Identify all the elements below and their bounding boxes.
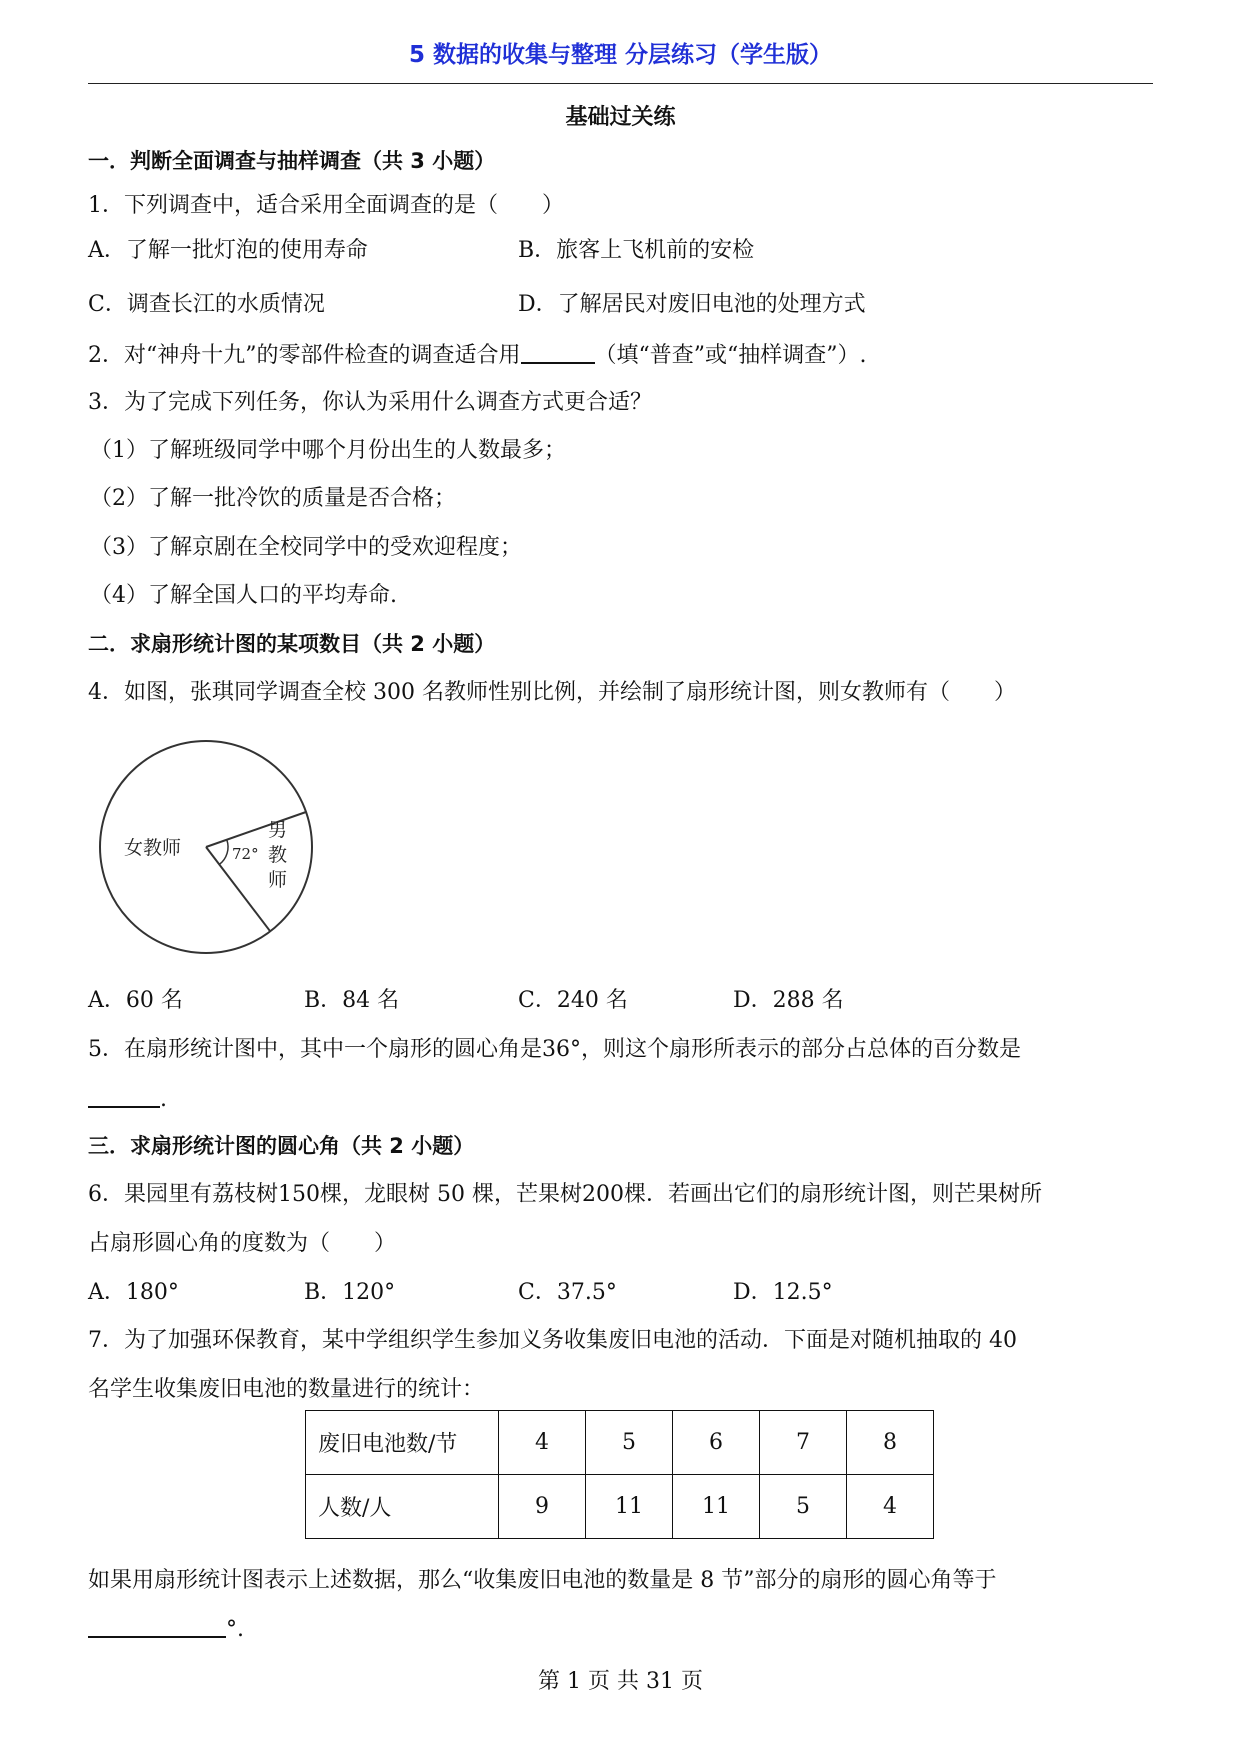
pie-chart bbox=[98, 735, 328, 960]
q6-option-c: C．37.5° bbox=[518, 1280, 617, 1305]
q5-answer-line bbox=[88, 1084, 167, 1115]
q6-line-2: 占扇形圆心角的度数为（ ） bbox=[88, 1231, 397, 1256]
pie-label-male-2: 教 bbox=[268, 844, 288, 866]
q6-option-b: B．120° bbox=[304, 1280, 396, 1305]
q2-line bbox=[88, 340, 866, 371]
q3-stem: 3．为了完成下列任务，你认为采用什么调查方式更合适？ bbox=[88, 390, 652, 415]
q4-option-d: D．288 名 bbox=[733, 988, 844, 1013]
q3-item-1: （1）了解班级同学中哪个月份出生的人数最多； bbox=[90, 438, 566, 463]
pie-radius-upper bbox=[206, 812, 306, 847]
q4-option-a: A．60 名 bbox=[88, 988, 183, 1013]
pie-label-male-3: 师 bbox=[268, 869, 288, 891]
q4-stem: 4．如图，张琪同学调查全校 300 名教师性别比例，并绘制了扇形统计图，则女教师有（ ） bbox=[88, 680, 1016, 705]
q4-option-b: B．84 名 bbox=[304, 988, 400, 1013]
table-row bbox=[306, 1411, 934, 1475]
q7-end: °. bbox=[226, 1617, 244, 1642]
q3-item-2: （2）了解一批冷饮的质量是否合格； bbox=[90, 486, 456, 511]
q2-stem-after: （填“普查”或“抽样调查”）. bbox=[594, 343, 867, 368]
table-cell: 5 bbox=[586, 1411, 673, 1475]
q1-option-a: A．了解一批灯泡的使用寿命 bbox=[88, 238, 368, 263]
header-divider bbox=[88, 83, 1153, 84]
pie-label-female: 女教师 bbox=[124, 837, 182, 859]
pie-angle-label: 72° bbox=[232, 845, 259, 863]
table-cell: 5 bbox=[760, 1475, 847, 1539]
q1-option-b: B．旅客上飞机前的安检 bbox=[518, 238, 755, 263]
section-title: 基础过关练 bbox=[565, 105, 676, 130]
q1-option-c: C．调查长江的水质情况 bbox=[88, 292, 325, 317]
part-title-2: 二．求扇形统计图的某项数目（共 2 小题） bbox=[88, 632, 496, 656]
part-title-3: 三．求扇形统计图的圆心角（共 2 小题） bbox=[88, 1134, 475, 1158]
q5-answer-blank bbox=[88, 1084, 160, 1108]
part-title-1: 一．判断全面调查与抽样调查（共 3 小题） bbox=[88, 149, 496, 173]
table-row-header: 废旧电池数/节 bbox=[306, 1411, 499, 1475]
q3-item-4: （4）了解全国人口的平均寿命. bbox=[90, 583, 397, 608]
q2-stem-before: 2．对“神舟十九”的零部件检查的调查适合用 bbox=[88, 343, 521, 368]
pie-angle-arc bbox=[219, 840, 228, 865]
q7-answer-line bbox=[88, 1614, 244, 1645]
table-cell: 8 bbox=[847, 1411, 934, 1475]
q7-answer-blank bbox=[88, 1614, 226, 1638]
q3-item-3: （3）了解京剧在全校同学中的受欢迎程度； bbox=[90, 535, 522, 560]
q7-table bbox=[305, 1410, 934, 1539]
q2-answer-blank bbox=[521, 340, 595, 364]
table-cell: 11 bbox=[586, 1475, 673, 1539]
q6-option-d: D．12.5° bbox=[733, 1280, 833, 1305]
q6-option-a: A．180° bbox=[88, 1280, 179, 1305]
q5-stem: 5．在扇形统计图中，其中一个扇形的圆心角是36°，则这个扇形所表示的部分占总体的百分数是 bbox=[88, 1037, 1021, 1062]
table-cell: 4 bbox=[847, 1475, 934, 1539]
q6-line-1: 6．果园里有荔枝树150棵，龙眼树 50 棵，芒果树200棵．若画出它们的扇形统计图，则芒果树所 bbox=[88, 1182, 1042, 1207]
q7-line-1: 7．为了加强环保教育，某中学组织学生参加义务收集废旧电池的活动．下面是对随机抽取的 40 bbox=[88, 1328, 1017, 1353]
table-cell: 4 bbox=[499, 1411, 586, 1475]
table-row-header: 人数/人 bbox=[306, 1475, 499, 1539]
page-footer: 第 1 页 共 31 页 bbox=[538, 1669, 703, 1694]
q4-option-c: C．240 名 bbox=[518, 988, 628, 1013]
table-cell: 11 bbox=[673, 1475, 760, 1539]
table-row bbox=[306, 1475, 934, 1539]
pie-label-male-1: 男 bbox=[268, 819, 288, 841]
q1-stem: 1．下列调查中，适合采用全面调查的是（ ） bbox=[88, 193, 564, 218]
q1-option-d: D．了解居民对废旧电池的处理方式 bbox=[518, 292, 866, 317]
q5-end: . bbox=[160, 1087, 167, 1112]
table-cell: 9 bbox=[499, 1475, 586, 1539]
table-cell: 7 bbox=[760, 1411, 847, 1475]
table-cell: 6 bbox=[673, 1411, 760, 1475]
document-title: 5 数据的收集与整理 分层练习（学生版） bbox=[408, 42, 833, 68]
q7-line-3: 如果用扇形统计图表示上述数据，那么“收集废旧电池的数量是 8 节”部分的扇形的圆心角等于 bbox=[88, 1568, 997, 1593]
q7-line-2: 名学生收集废旧电池的数量进行的统计： bbox=[88, 1377, 485, 1402]
